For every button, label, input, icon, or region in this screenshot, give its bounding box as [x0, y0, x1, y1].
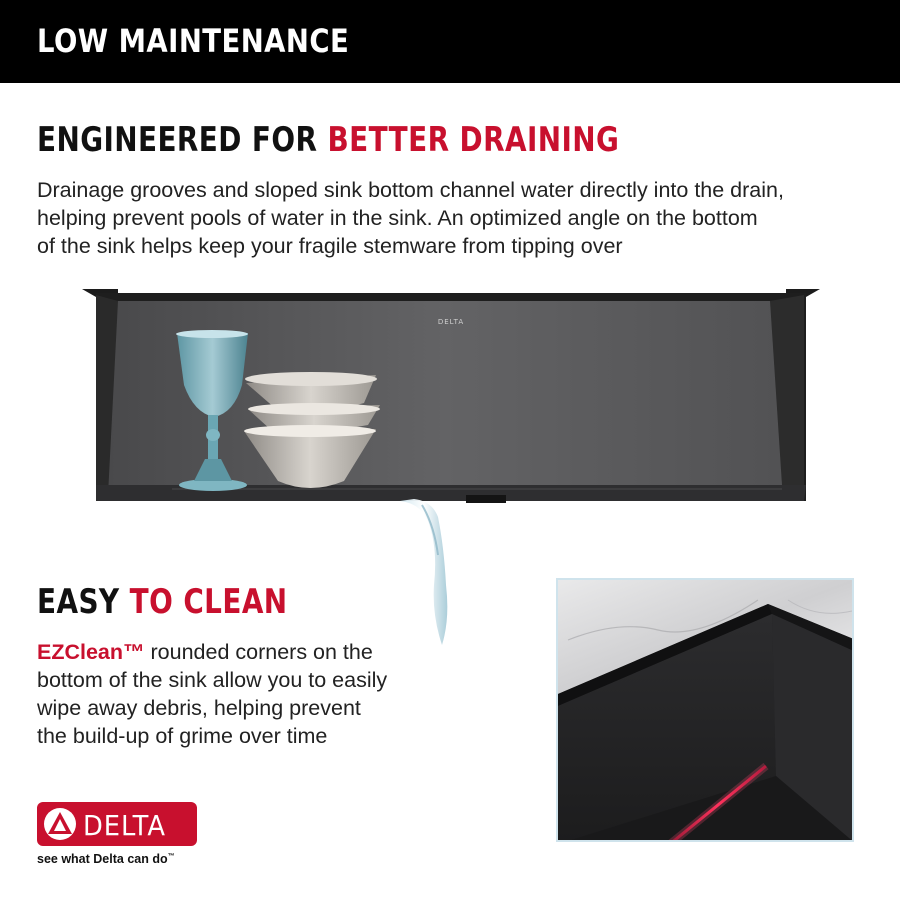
draining-heading: [37, 120, 619, 160]
delta-triangle-icon: [43, 807, 77, 841]
clean-line-1: [37, 638, 437, 666]
clean-line-1-text: rounded corners on the: [144, 640, 373, 664]
draining-heading-red: BETTER DRAINING: [327, 120, 620, 160]
logo-tagline-text: see what Delta can do: [37, 852, 168, 866]
draining-line-1: Drainage grooves and sloped sink bottom channel water directly into the drain,: [37, 178, 784, 202]
draining-line-2: helping prevent pools of water in the sink. An optimized angle on the bottom: [37, 206, 758, 230]
sink-corner-closeup-image: [556, 578, 854, 842]
clean-description: [37, 638, 437, 750]
clean-heading-red: TO CLEAN: [129, 582, 288, 622]
clean-line-2: bottom of the sink allow you to easily: [37, 668, 388, 692]
logo-tagline-mark: ™: [167, 852, 175, 860]
logo-tagline: [37, 852, 175, 866]
clean-line-4: the build-up of grime over time: [37, 724, 328, 748]
clean-line-3: wipe away debris, helping prevent: [37, 696, 361, 720]
draining-description: [37, 176, 837, 260]
clean-heading-dark: EASY: [37, 582, 120, 622]
header-bar: [0, 0, 900, 83]
header-title: LOW MAINTENANCE: [37, 22, 350, 60]
draining-heading-dark: ENGINEERED FOR: [37, 120, 318, 160]
delta-logo: [37, 802, 197, 846]
sink-brand-mark: DELTA: [437, 318, 465, 326]
clean-heading: [37, 582, 288, 622]
draining-line-3: of the sink helps keep your fragile stemware from tipping over: [37, 234, 623, 258]
ezclean-brand-term: EZClean™: [37, 640, 145, 664]
delta-logo-text: DELTA: [83, 809, 166, 842]
